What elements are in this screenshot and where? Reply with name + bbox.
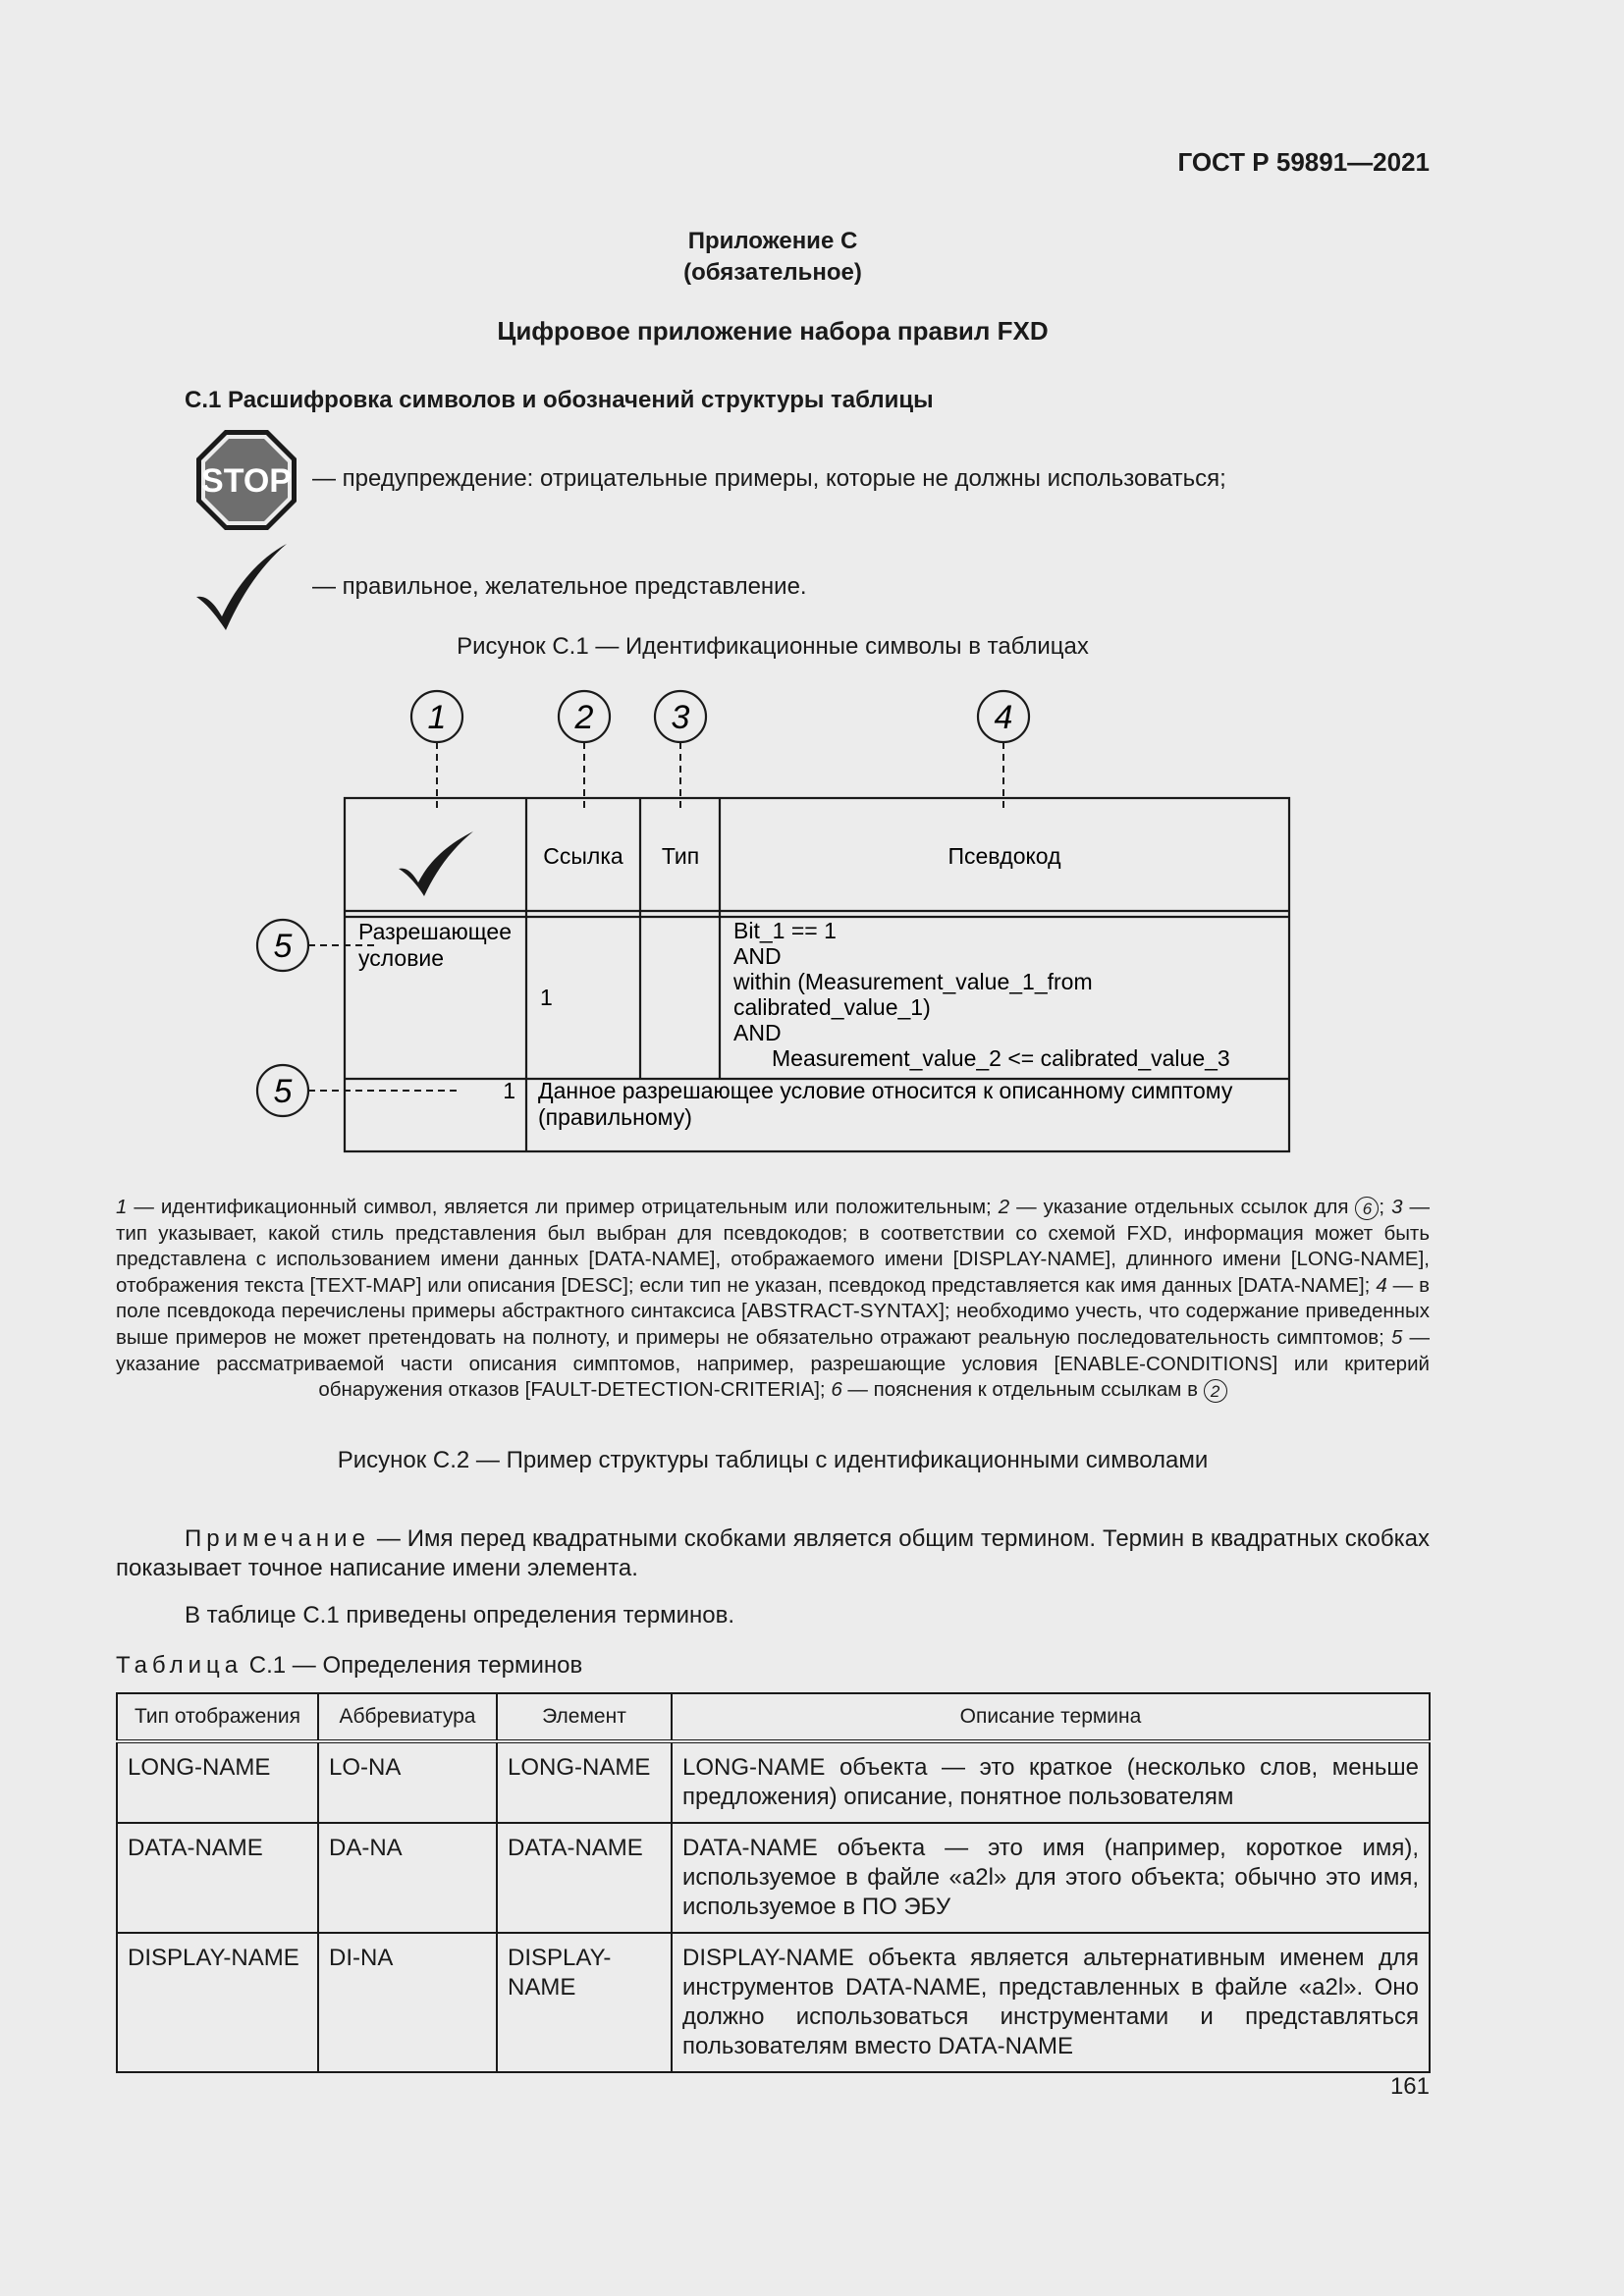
cell-element: DISPLAY-NAME: [497, 1933, 672, 2072]
stop-sign-label: STOP: [201, 462, 292, 500]
header-pseudocode: Псевдокод: [947, 843, 1061, 869]
table-header-row: [117, 1693, 1430, 1741]
svg-text:5: 5: [273, 928, 293, 965]
row1-label-line2: условие: [358, 945, 445, 971]
intro-paragraph: В таблице С.1 приведены определения терминов.: [185, 1602, 734, 1629]
cell-element: LONG-NAME: [497, 1741, 672, 1823]
marker-4: [978, 691, 1029, 742]
note-label: Примечание: [185, 1525, 370, 1552]
legend-circle-6: 6: [1355, 1197, 1379, 1220]
note-text: — Имя перед квадратными скобками является общим термином. Термин в квадратных скобках показывает точное написание имени элемента.: [116, 1525, 1430, 1581]
table-row: [117, 1741, 1430, 1823]
cell-display-type: DATA-NAME: [117, 1823, 318, 1933]
row1-code-line6: Measurement_value_2 <= calibrated_value_3: [772, 1045, 1230, 1071]
cell-display-type: LONG-NAME: [117, 1741, 318, 1823]
marker-5-enable-condition: [257, 920, 308, 971]
figure-c2-diagram: [245, 682, 1306, 1173]
cell-abbreviation: DI-NA: [318, 1933, 497, 2072]
header-ref: Ссылка: [543, 843, 623, 869]
table-row: [117, 1933, 1430, 2072]
cell-abbreviation: DA-NA: [318, 1823, 497, 1933]
checkmark-icon: [192, 540, 291, 634]
appendix-status: (обязательное): [683, 259, 862, 286]
row1-code-line4: calibrated_value_1): [733, 994, 931, 1020]
svg-text:2: 2: [574, 699, 594, 736]
row1-label-line1: Разрешающее: [358, 919, 512, 944]
standard-number: ГОСТ Р 59891—2021: [1177, 147, 1430, 177]
col-header-display-type: Тип отображения: [117, 1693, 318, 1741]
col-header-abbreviation: Аббревиатура: [318, 1693, 497, 1741]
table-caption-label: Таблица: [116, 1652, 244, 1679]
check-symbol-description: — правильное, желательное представление.: [312, 573, 807, 600]
section-c1-title: С.1 Расшифровка символов и обозначений структуры таблицы: [185, 387, 934, 413]
row1-ref: 1: [540, 985, 553, 1010]
cell-abbreviation: LO-NA: [318, 1741, 497, 1823]
svg-text:4: 4: [994, 699, 1013, 736]
figure-c2-caption: Рисунок С.2 — Пример структуры таблицы с идентификационными символами: [337, 1447, 1209, 1473]
cell-description: DISPLAY-NAME объекта является альтернативным именем для инструментов DATA-NAME, представленных в файле «a2l». Оно должно использоваться инструментами и представляться пользователям вместо DATA-NAME: [672, 1933, 1430, 2072]
svg-text:3: 3: [671, 699, 690, 736]
row1-code-line2: AND: [733, 943, 782, 969]
row2-desc-line2: (правильному): [538, 1104, 692, 1130]
table-c1-caption: [116, 1651, 582, 1681]
stop-symbol-description: — предупреждение: отрицательные примеры, которые не должны использоваться;: [312, 465, 1226, 492]
appendix-title: Приложение С: [687, 228, 858, 254]
note-paragraph: [116, 1524, 1430, 1583]
row1-code-line1: Bit_1 == 1: [733, 918, 837, 943]
appendix-heading: [116, 226, 1430, 289]
col-header-description: Описание термина: [672, 1693, 1430, 1741]
marker-5-description: [257, 1065, 308, 1116]
legend-circle-2: 2: [1204, 1379, 1227, 1403]
row2-desc-line1: Данное разрешающее условие относится к описанному симптому: [538, 1078, 1233, 1103]
cell-description: DATA-NAME объекта — это имя (например, короткое имя), используемое в файле «a2l» для этого объекта; обычно это имя, используемое в ПО ЭБУ: [672, 1823, 1430, 1933]
figure-c1-caption: Рисунок С.1 — Идентификационные символы в таблицах: [457, 633, 1089, 660]
cell-display-type: DISPLAY-NAME: [117, 1933, 318, 2072]
row2-ref: 1: [503, 1078, 515, 1103]
header-checkmark-icon: [399, 831, 473, 896]
page-number: 161: [1389, 2073, 1430, 2100]
col-header-element: Элемент: [497, 1693, 672, 1741]
svg-text:5: 5: [273, 1073, 293, 1110]
table-caption-text: С.1 — Определения терминов: [243, 1652, 583, 1679]
marker-2: [559, 691, 610, 742]
header-type: Тип: [661, 843, 700, 869]
figure-c2-legend: 1 — идентификационный символ, является ли пример отрицательным или положительным; 2 — указание отдельных ссылок для 6 ; 3 — тип указывает, какой стиль представления был выбран для псевдокодов; в соответствии со схемой FXD, информация может быть представлена с использованием имени данных [DATA-NAME], отображаемого имени [DISPLAY-NAME], длинного имени [LONG-NAME], отображения текста [TEXT-MAP] или описания [DESC]; если тип не указан, псевдокод представляется как имя данных [DATA-NAME]; 4 — в поле псевдокода перечислены примеры абстрактного синтаксиса [ABSTRACT-SYNTAX]; необходимо учесть, что содержание приведенных выше примеров не может претендовать на полноту, и примеры не обязательно отражают реальную последовательность симптомов; 5 — указание рассматриваемой части описания симптомов, например, разрешающие условия [ENABLE-CONDITIONS] или критерий обнаружения отказов [FAULT-DETECTION-CRITERIA]; 6 — пояснения к отдельным ссылкам в 2: [116, 1196, 1430, 1402]
marker-3: [655, 691, 706, 742]
cell-description: LONG-NAME объекта — это краткое (несколько слов, меньше предложения) описание, понятное пользователям: [672, 1741, 1430, 1823]
main-title: Цифровое приложение набора правил FXD: [497, 316, 1049, 346]
svg-text:1: 1: [427, 699, 447, 736]
row1-code-line3: within (Measurement_value_1_from: [733, 969, 1093, 994]
marker-1: [411, 691, 462, 742]
row1-code-line5: AND: [733, 1020, 782, 1045]
terms-table: [116, 1692, 1431, 2073]
table-row: [117, 1823, 1430, 1933]
stop-sign-icon: [194, 428, 298, 532]
cell-element: DATA-NAME: [497, 1823, 672, 1933]
